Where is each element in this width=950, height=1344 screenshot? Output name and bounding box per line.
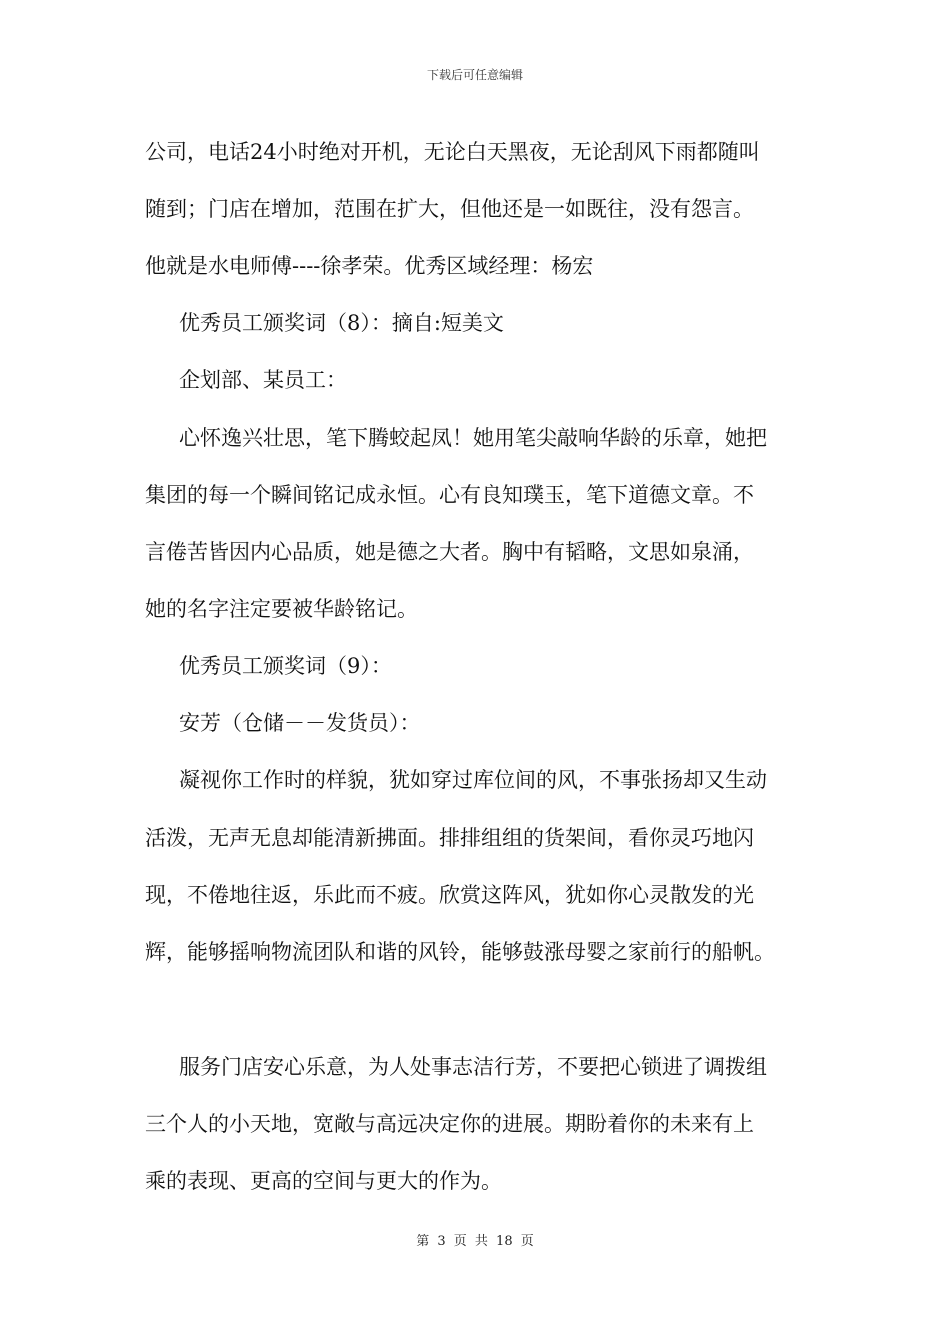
text-line: 凝视你工作时的样貌，犹如穿过库位间的风，不事张扬却又生动 (179, 768, 767, 792)
paragraph-heading: 优秀员工颁奖词（9）： (179, 654, 392, 678)
text-line: 辉，能够摇响物流团队和谐的风铃，能够鼓涨母婴之家前行的船帆。 (145, 940, 775, 964)
text-line: 公司，电话24小时绝对开机，无论白天黑夜，无论刮风下雨都随叫 (145, 140, 760, 164)
page-footer: 第 3 页 共 18 页 (416, 1234, 534, 1249)
paragraph-heading: 优秀员工颁奖词（8）：摘自:短美文 (179, 311, 504, 335)
text-line: 现，不倦地往返，乐此而不疲。欣赏这阵风，犹如你心灵散发的光 (145, 883, 754, 907)
text-line: 乘的表现、更高的空间与更大的作为。 (145, 1169, 502, 1193)
text-line: 服务门店安心乐意，为人处事志洁行芳，不要把心锁进了调拨组 (179, 1055, 767, 1079)
page-header: 下载后可任意编辑 (426, 68, 523, 82)
text-line: 集团的每一个瞬间铭记成永恒。心有良知璞玉，笔下道德文章。不 (145, 483, 754, 507)
paragraph-heading: 安芳（仓储－－发货员）： (179, 711, 421, 735)
text-line: 言倦苦皆因内心品质，她是德之大者。胸中有韬略，文思如泉涌， (145, 540, 754, 564)
paragraph-heading: 企划部、某员工： (179, 368, 347, 392)
text-line: 她的名字注定要被华龄铭记。 (145, 597, 418, 621)
text-line: 活泼，无声无息却能清新拂面。排排组组的货架间，看你灵巧地闪 (145, 826, 754, 850)
text-line: 三个人的小天地，宽敞与高远决定你的进展。期盼着你的未来有上 (145, 1112, 754, 1136)
text-line: 他就是水电师傅----徐孝荣。优秀区域经理：杨宏 (145, 254, 594, 278)
text-line: 随到；门店在增加，范围在扩大，但他还是一如既往，没有怨言。 (145, 197, 754, 221)
text-line: 心怀逸兴壮思，笔下腾蛟起凤！她用笔尖敲响华龄的乐章，她把 (179, 426, 767, 450)
